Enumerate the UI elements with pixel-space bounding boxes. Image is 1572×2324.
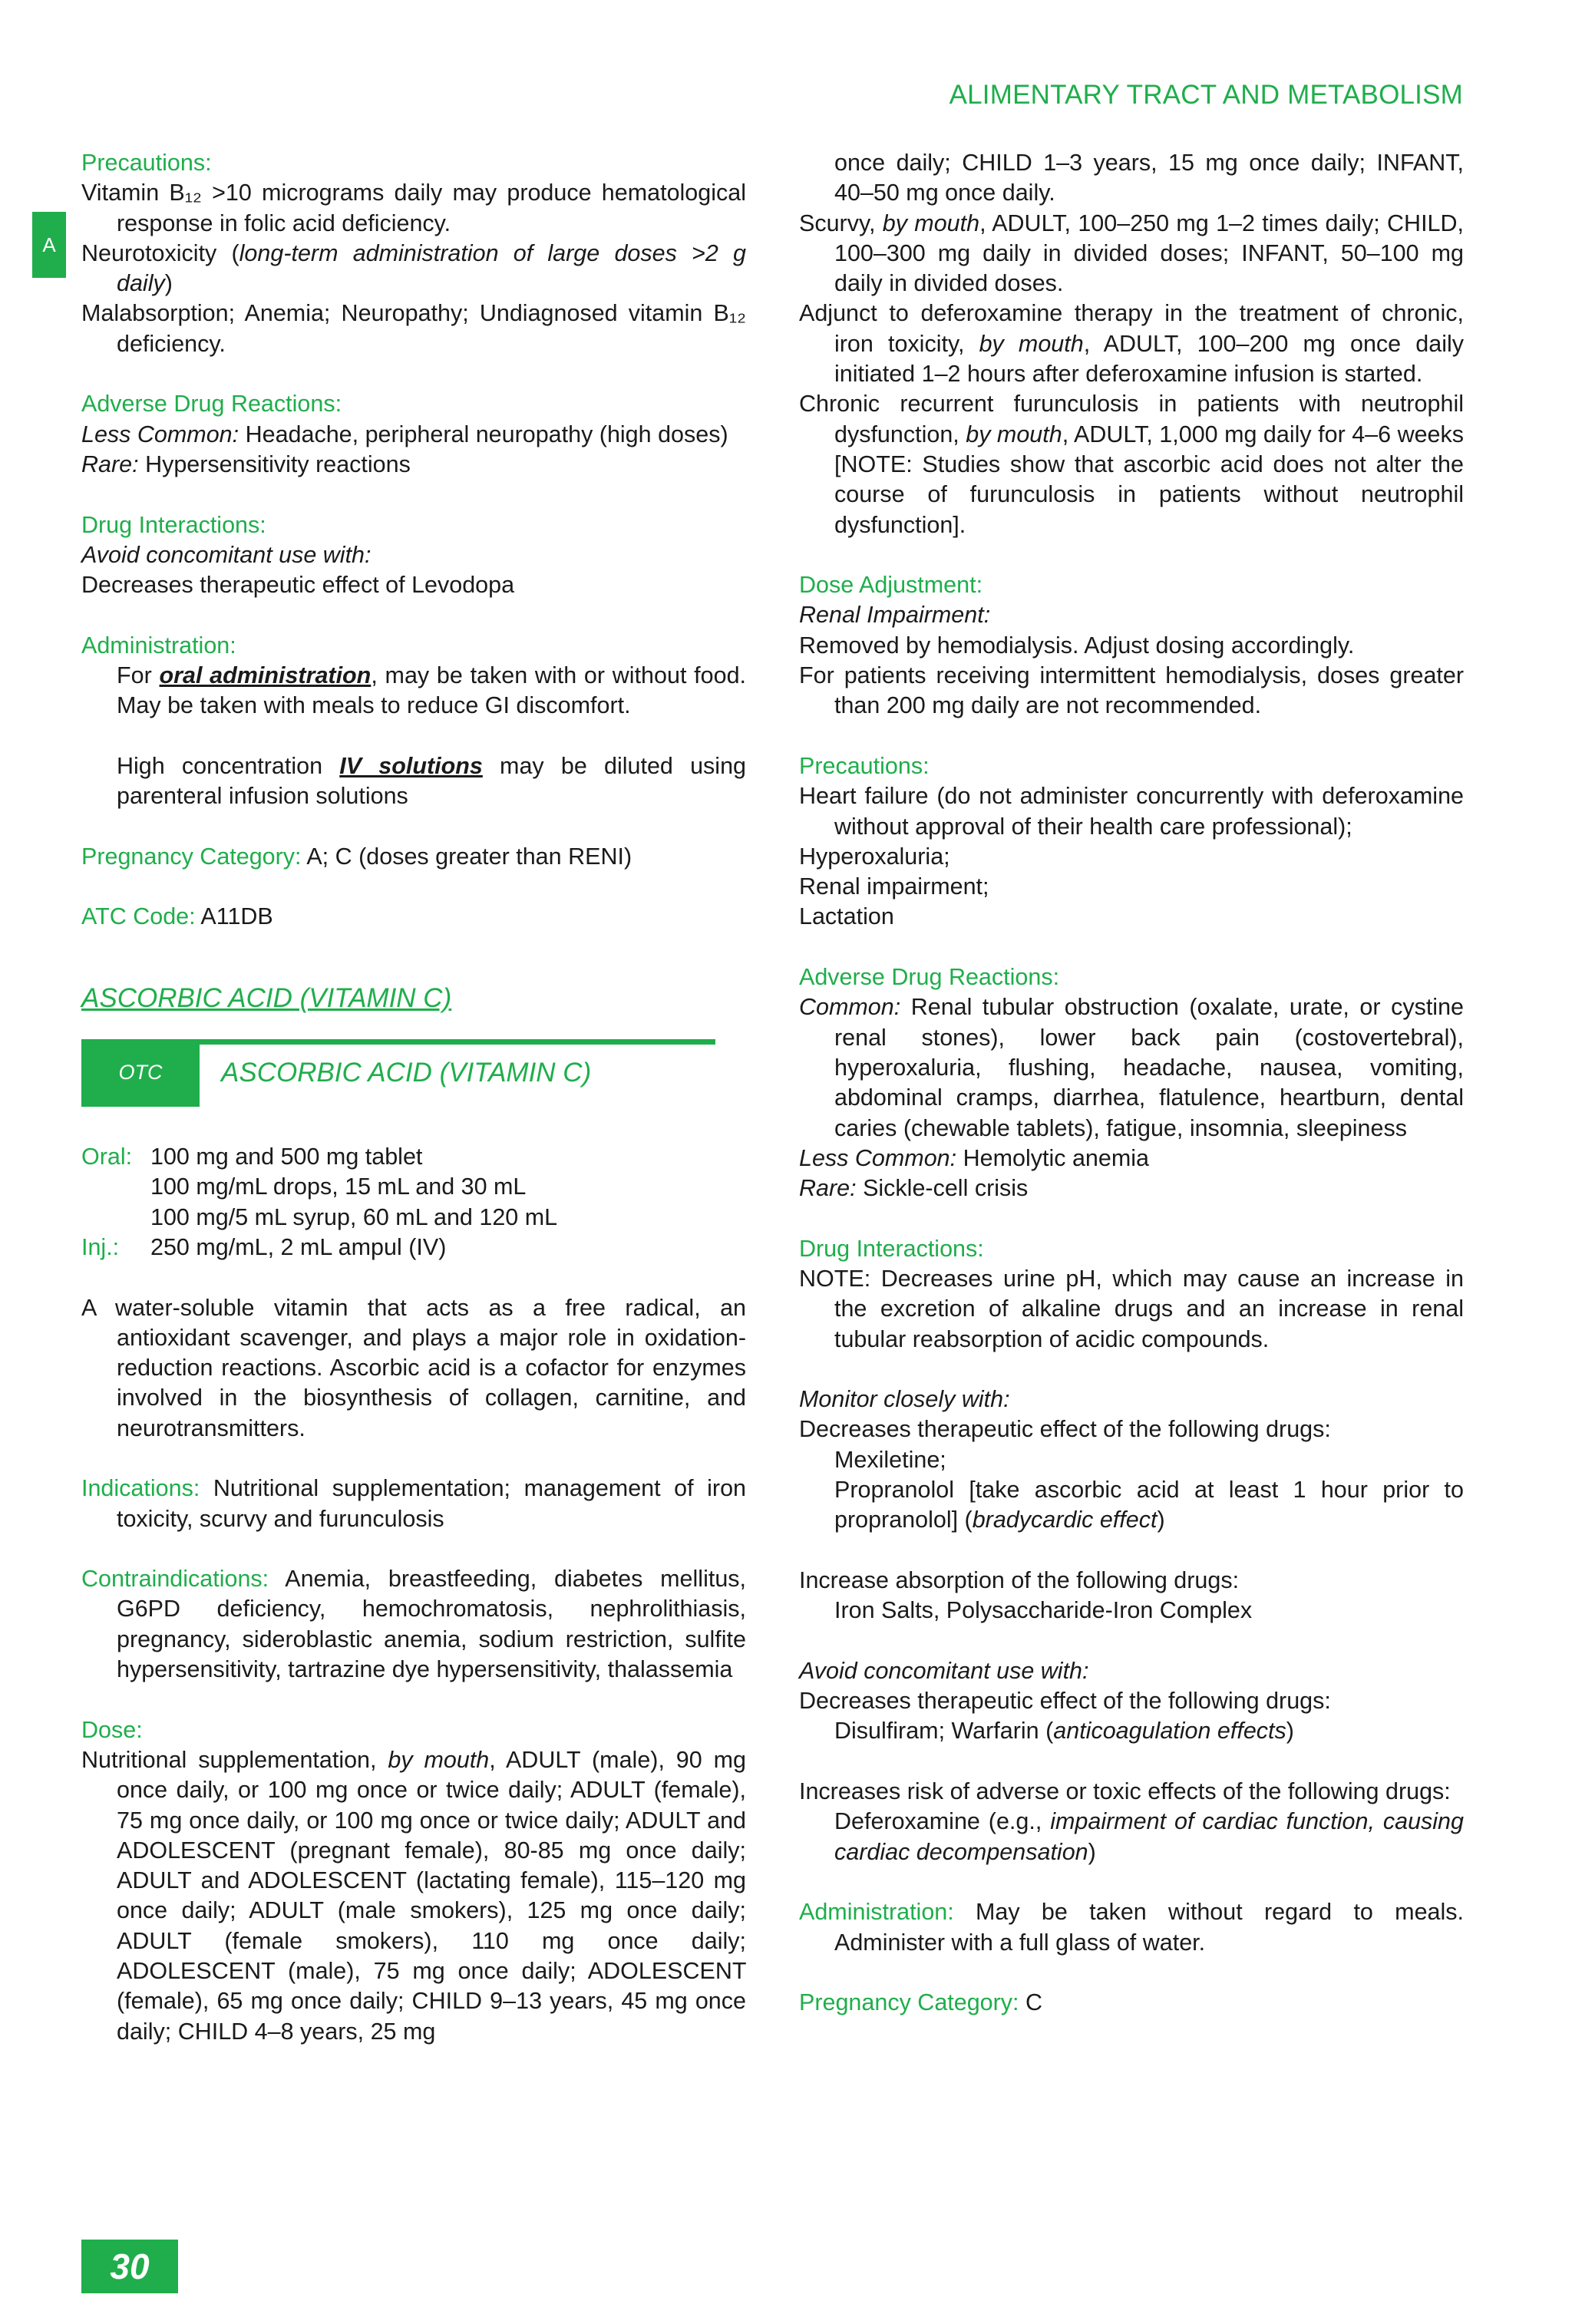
precaution-item: Renal impairment; [799, 873, 989, 900]
avoid-subheading: Avoid concomitant use with: [799, 1657, 1089, 1684]
dose-adjunct [799, 299, 1464, 389]
text-run: , [1083, 330, 1104, 357]
indications: Indications: Nutritional supplementation; management of iron toxicity, scurvy and furunculosis [81, 1475, 746, 1532]
text-run: , 100–250 mg 1–2 times daily; [1064, 210, 1388, 236]
text-run: , [489, 1746, 506, 1773]
interaction-drug: Propranolol [take ascorbic acid at least 1 hour prior to propranolol] (bradycardic effect) [834, 1477, 1464, 1533]
text-run: (female), 75 mg once daily, or 100 mg once or twice daily; [117, 1777, 746, 1834]
avoid-subheading: Avoid concomitant use with: [81, 541, 372, 568]
dosage-form-row: 100 mg/mL drops, 15 mL and 30 mL [150, 1174, 527, 1200]
text-run: Adjunct to deferoxamine therapy in the treatment of chronic, iron toxicity, [799, 300, 1464, 357]
text-run: and [191, 1867, 249, 1894]
adr-rare: Rare: Hypersensitivity reactions [81, 451, 411, 477]
emphasis-term: ADOLESCENT [117, 1958, 276, 1985]
atc-code: ATC Code: A11DB [81, 903, 273, 930]
administration-iv: High concentration IV solutions may be diluted using parenteral infusion solutions [117, 752, 747, 810]
dosage-form-row: Inj.: 250 mg/mL, 2 mL ampul (IV) [81, 1233, 447, 1260]
adr-less-common: Less Common: Headache, peripheral neuropathy (high doses) [81, 421, 728, 447]
text-run: (pregnant female), 80-85 mg once daily; [275, 1837, 746, 1863]
emphasis-term: ADULT [117, 1927, 192, 1954]
otc-badge: OTC [81, 1039, 200, 1107]
otc-drug-name: ASCORBIC ACID (VITAMIN C) [221, 1058, 592, 1088]
text-run: by mouth [388, 1746, 490, 1773]
interaction-item: Decreases therapeutic effect of Levodopa [81, 572, 515, 599]
text-run: 1–3 years, 15 mg once daily; [1032, 150, 1377, 176]
interaction-note: NOTE: Decreases urine pH, which may cause an increase in the excretion of alkaline drugs and an increase in renal tubular reabsorption of acidic compounds. [799, 1265, 1464, 1352]
adr-heading: Adverse Drug Reactions: [81, 391, 342, 418]
precaution-item: Malabsorption; Anemia; Neuropathy; Undiagnosed vitamin B₁₂ deficiency. [81, 300, 746, 357]
text-run: , 50–100 mg daily in divided doses. [834, 239, 1464, 297]
emphasis-term: CHILD [962, 150, 1032, 176]
emphasis-term: CHILD [177, 2018, 249, 2045]
text-run: Studies show that ascorbic acid does not alter the course of furunculosis in patients without neutrophil dysfunction]. [834, 451, 1464, 538]
text-run: , [1062, 421, 1074, 447]
emphasis-term: ADULT [625, 1807, 701, 1834]
text-run: by mouth [882, 210, 980, 236]
administration: Administration: May be taken without regard to meals. Administer with a full glass of water. [799, 1899, 1464, 1956]
interaction-drug: Deferoxamine (e.g., impairment of cardiac function, causing cardiac decompensation) [834, 1808, 1464, 1865]
precaution-item: Vitamin B₁₂ >10 micrograms daily may produce hematological response in folic acid deficiency. [81, 180, 746, 236]
interactions-heading: Drug Interactions: [81, 511, 266, 538]
text-run: once daily; [834, 150, 963, 176]
text-run: (male), 75 mg once daily; [275, 1958, 588, 1985]
emphasis-term: ADULT [1103, 330, 1176, 357]
renal-subheading: Renal Impairment: [799, 602, 991, 629]
emphasis-term: ADULT [505, 1746, 581, 1773]
left-column [81, 148, 746, 2047]
precautions-heading: Precautions: [81, 150, 212, 176]
text-run: , 1,000 mg daily for 4–6 weeks [ [834, 421, 1465, 477]
dosage-form-row: Oral: 100 mg and 500 mg tablet [81, 1144, 423, 1170]
interaction-item: Increases risk of adverse or toxic effects of the following drugs: [799, 1778, 1451, 1805]
renal-item: For patients receiving intermittent hemodialysis, doses greater than 200 mg daily are not recommended. [799, 662, 1464, 719]
dosage-forms [81, 1142, 746, 1263]
emphasis-term: ADOLESCENT [587, 1958, 746, 1985]
text-run: (male smokers), 125 mg once daily; [323, 1897, 746, 1924]
emphasis-term: NOTE: [840, 451, 913, 477]
dosage-form-row: 100 mg/5 mL syrup, 60 mL and 120 mL [150, 1203, 558, 1230]
precautions-heading: Precautions: [799, 752, 930, 779]
dose-heading: Dose: [81, 1716, 143, 1743]
pregnancy-category: Pregnancy Category: A; C (doses greater than RENI) [81, 843, 632, 870]
adr-common: Common: Renal tubular obstruction (oxalate, urate, or cystine renal stones), lower back pain (costovertebral), hyperoxaluria, flushing, headache, nausea, vomiting, abdominal cramps, diarrhea, flatulence, heartburn, dental caries (chewable tablets), fatigue, insomnia, sleepiness [799, 994, 1464, 1141]
text-run: (lactating female), 115–120 mg once daily; [117, 1867, 746, 1924]
precaution-item: Heart failure (do not administer concurrently with deferoxamine without approval of their health care professional); [799, 783, 1464, 840]
emphasis-term: ADULT [1073, 421, 1147, 447]
interaction-drug: Mexiletine; [834, 1446, 946, 1473]
emphasis-term: ADULT [570, 1777, 646, 1804]
emphasis-term: ADULT [992, 210, 1065, 236]
emphasis-term: ADOLESCENT [248, 1867, 407, 1894]
administration-heading: Administration: [81, 632, 236, 659]
text-run: by mouth [979, 330, 1084, 357]
adr-rare: Rare: Sickle-cell crisis [799, 1175, 1029, 1202]
drug-title: ASCORBIC ACID (VITAMIN C) [81, 982, 452, 1013]
emphasis-term: ADOLESCENT [117, 1837, 276, 1863]
text-run: Chronic recurrent furunculosis in patients with neutrophil dysfunction, [799, 391, 1464, 447]
text-run: , 40–50 mg once daily. [834, 150, 1464, 206]
text-run: , 100–300 mg daily in divided doses; [834, 210, 1465, 266]
otc-banner [81, 1039, 746, 1107]
text-run: (female smokers), 110 mg once daily; [191, 1927, 746, 1954]
interaction-item: Decreases therapeutic effect of the following drugs: [799, 1688, 1331, 1715]
text-run: 4–8 years, 25 mg [248, 2018, 436, 2045]
administration-oral: For oral administration, may be taken with or without food. May be taken with meals to reduce GI discomfort. [117, 662, 747, 719]
interaction-item: Decreases therapeutic effect of the following drugs: [799, 1416, 1331, 1443]
dose-continuation [799, 148, 1464, 209]
emphasis-term: ADULT [249, 1897, 324, 1924]
text-run: (female), 65 mg once daily; [117, 1988, 412, 2015]
emphasis-term: CHILD [1387, 210, 1458, 236]
emphasis-term: INFANT [1241, 239, 1323, 266]
monitor-subheading: Monitor closely with: [799, 1386, 1010, 1413]
text-run: , 100–200 mg once daily initiated 1–2 hours after deferoxamine infusion is started. [834, 330, 1464, 388]
section-tab: A [32, 212, 66, 278]
emphasis-term: ADULT [117, 1867, 192, 1894]
adr-heading: Adverse Drug Reactions: [799, 964, 1060, 991]
interaction-item: Increase absorption of the following drugs: [799, 1566, 1240, 1593]
dose-scurvy [799, 209, 1464, 299]
text-run: 9–13 years, 45 mg once daily; [117, 1988, 746, 2045]
text-run: (male), 90 mg once daily, or 100 mg once or twice daily; [117, 1746, 746, 1804]
precaution-item: Neurotoxicity (long-term administration of large doses >2 g daily) [81, 239, 746, 297]
running-header: ALIMENTARY TRACT AND METABOLISM [949, 80, 1463, 110]
emphasis-term: INFANT [1376, 150, 1458, 176]
pregnancy-category: Pregnancy Category: C [799, 1989, 1043, 2016]
dose-adjustment-heading: Dose Adjustment: [799, 572, 983, 599]
text-run: Nutritional supplementation, [81, 1746, 388, 1773]
text-run: Scurvy, [799, 210, 883, 236]
text-run: and [700, 1807, 746, 1834]
text-run: , [979, 210, 992, 236]
precaution-item: Hyperoxaluria; [799, 843, 950, 870]
adr-less-common: Less Common: Hemolytic anemia [799, 1144, 1149, 1171]
page-number: 30 [81, 2240, 178, 2293]
interactions-heading: Drug Interactions: [799, 1235, 984, 1262]
interaction-drug: Iron Salts, Polysaccharide-Iron Complex [834, 1597, 1253, 1624]
contraindications: Contraindications: Anemia, breastfeeding, diabetes mellitus, G6PD deficiency, hemochromatosis, nephrolithiasis, pregnancy, sideroblastic anemia, sodium restriction, sulfite hypersensitivity, tartrazine dye hypersensitivity, thalassemia [81, 1566, 746, 1683]
dose-text [81, 1745, 746, 2047]
drug-description: A water-soluble vitamin that acts as a free radical, an antioxidant scavenger, and plays a major role in oxidation-reduction reactions. Ascorbic acid is a cofactor for enzymes involved in the biosynthesis of collagen, carnitine, and neurotransmitters. [81, 1294, 746, 1441]
dose-furunculosis [799, 389, 1464, 540]
text-run: by mouth [966, 421, 1062, 447]
renal-item: Removed by hemodialysis. Adjust dosing accordingly. [799, 632, 1355, 659]
right-column [799, 148, 1464, 2018]
interaction-drug: Disulfiram; Warfarin (anticoagulation effects) [834, 1718, 1294, 1745]
emphasis-term: CHILD [411, 1988, 483, 2015]
precaution-item: Lactation [799, 903, 894, 930]
